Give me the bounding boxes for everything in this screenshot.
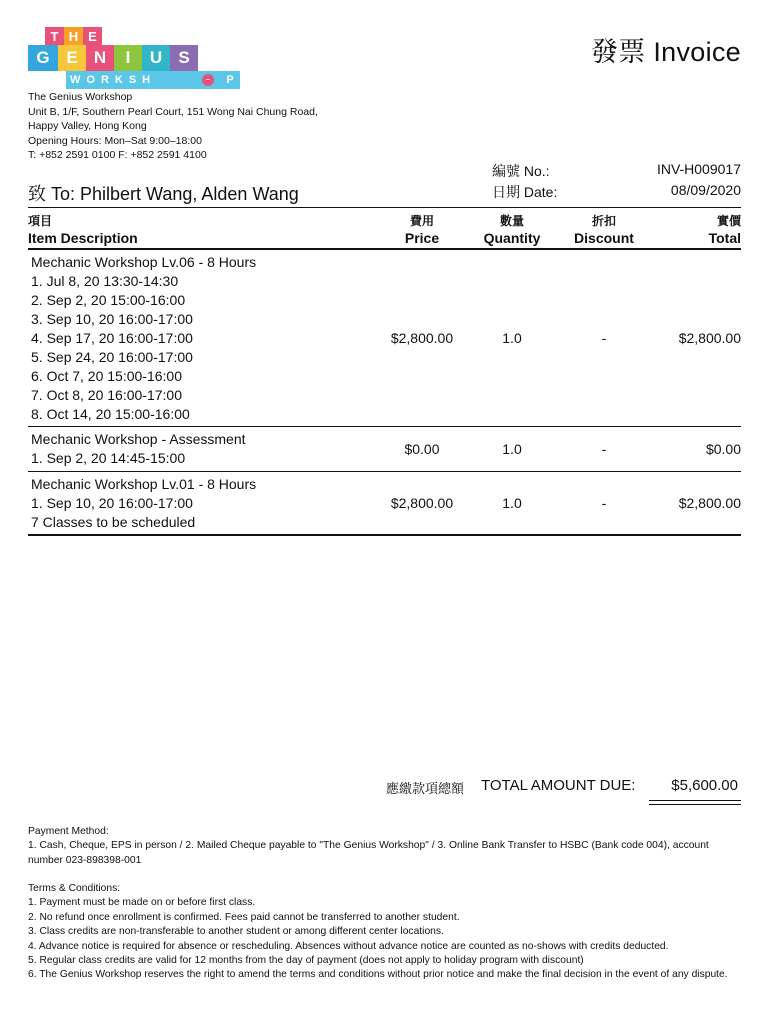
header-price: Price [404,230,440,246]
item-note: 7 Classes to be scheduled [31,514,196,530]
invoice-date: 08/09/2020 [670,182,741,198]
logo-letter: E [83,27,102,45]
logo-letter: U [142,45,170,71]
logo-letter: I [114,45,142,71]
total-label-zh: 應繳款項總額 [386,781,465,796]
item-session: 3. Sep 10, 20 16:00-17:00 [31,311,193,327]
item-session: 2. Sep 2, 20 15:00-16:00 [31,292,186,308]
invoice-number: INV-H009017 [656,161,741,177]
item-session: 7. Oct 8, 20 16:00-17:00 [31,387,182,403]
address-line: Happy Valley, Hong Kong [28,120,147,133]
item-session: 8. Oct 14, 20 15:00-16:00 [31,406,190,422]
item-discount: - [601,441,607,457]
logo-letter: T [45,27,64,45]
bill-to: 致 To: Philbert Wang, Alden Wang [28,184,299,204]
item-session: 1. Sep 10, 20 16:00-17:00 [31,495,193,511]
item-session: 6. Oct 7, 20 15:00-16:00 [31,368,182,384]
table-bottom-rule [28,534,741,536]
opening-hours: Opening Hours: Mon–Sat 9:00–18:00 [28,134,202,147]
payment-text: 1. Cash, Cheque, EPS in person / 2. Mailed Cheque payable to "The Genius Workshop" / 3. Online Bank Transfer to HSBC (Bank code 004), account number 023-898398-001 [28,840,709,866]
invoice-number-label: 編號 No.: [492,163,550,179]
logo-o-circle: – [202,74,214,86]
terms-item: 1. Payment must be made on or before first class. [28,897,256,909]
payment-method [28,825,740,868]
logo-letter: H [64,27,83,45]
item-session: 1. Sep 2, 20 14:45-15:00 [31,450,186,466]
header-price-zh: 費用 [409,214,434,228]
item-description [31,253,256,424]
company-logo [28,27,234,91]
item-discount: - [601,495,607,511]
table-top-rule [28,207,741,208]
header-item: Item Description [28,230,138,246]
item-description [31,430,246,468]
header-discount: Discount [574,230,634,246]
logo-row-genius [28,45,198,71]
item-quantity: 1.0 [502,495,522,511]
terms-item: 4. Advance notice is required for absence or rescheduling. Absences without advance notice are counted as no-shows with credits deducted. [28,940,669,952]
logo-letter: S [170,45,198,71]
item-session: 5. Sep 24, 20 16:00-17:00 [31,349,193,365]
item-discount: - [601,330,607,346]
header-total-zh: 實價 [716,214,741,228]
logo-letter: N [86,45,114,71]
logo-row-workshop [66,71,240,89]
item-session: 1. Jul 8, 20 13:30-14:30 [31,273,179,289]
header-discount-zh: 折扣 [591,214,616,228]
invoice-title: 發票 Invoice [590,37,741,67]
logo-letter: G [28,45,58,71]
terms-item: 5. Regular class credits are valid for 12 months from the day of payment (does not apply to holiday program with discount) [28,955,584,967]
phone-fax: T: +852 2591 0100 F: +852 2591 4100 [28,149,207,162]
total-double-rule [649,804,741,805]
total-double-rule [649,800,741,801]
item-total: $0.00 [705,441,741,457]
terms-title: Terms & Conditions: [28,883,121,894]
item-total: $2,800.00 [678,495,741,511]
item-description [31,475,256,532]
header-bottom-rule [28,248,741,250]
company-name: The Genius Workshop [28,91,133,103]
payment-title: Payment Method: [28,826,109,837]
terms-item: 3. Class credits are non-transferable to another student or among different center locations. [28,926,444,938]
logo-letter [196,71,220,89]
terms-and-conditions [28,882,740,983]
item-total: $2,800.00 [678,330,741,346]
terms-item: 2. No refund once enrollment is confirmed. Fees paid cannot be transferred to another student. [28,911,460,923]
logo-letter: P [220,71,240,89]
header-item-zh: 項目 [28,214,53,228]
total-label: TOTAL AMOUNT DUE: [481,777,636,794]
item-title: Mechanic Workshop Lv.06 - 8 Hours [31,254,257,270]
header-qty-zh: 數量 [499,214,524,228]
logo-letter: E [58,45,86,71]
item-price: $2,800.00 [390,330,454,346]
item-quantity: 1.0 [502,330,522,346]
company-address [28,90,318,163]
item-title: Mechanic Workshop - Assessment [31,431,246,447]
item-session: 4. Sep 17, 20 16:00-17:00 [31,330,193,346]
item-price: $0.00 [404,441,440,457]
logo-workshop-text: WORKSH [66,71,196,89]
total-amount: $5,600.00 [671,777,738,794]
item-price: $2,800.00 [390,495,454,511]
logo-row-the [45,27,102,45]
header-total: Total [708,230,741,246]
address-line: Unit B, 1/F, Southern Pearl Court, 151 Wong Nai Chung Road, [28,105,318,118]
row-divider [28,426,741,427]
item-quantity: 1.0 [502,441,522,457]
invoice-date-label: 日期 Date: [492,184,558,200]
terms-item: 6. The Genius Workshop reserves the right to amend the terms and conditions without prior notice and make the final decision in the event of any dispute. [28,969,728,981]
row-divider [28,471,741,472]
item-title: Mechanic Workshop Lv.01 - 8 Hours [31,476,257,492]
header-qty: Quantity [483,230,541,246]
